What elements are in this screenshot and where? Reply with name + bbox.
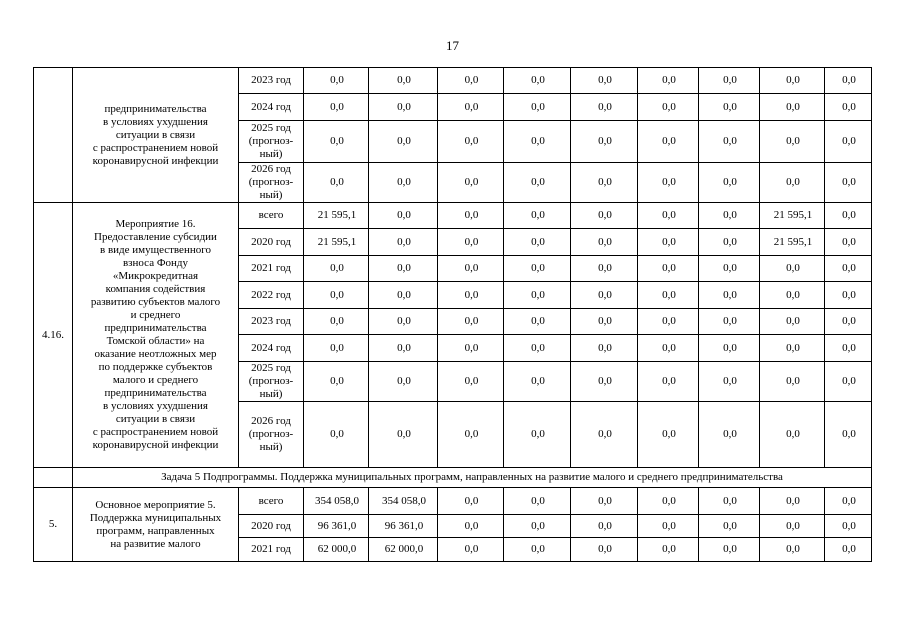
value-cell: 62 000,0	[369, 538, 438, 562]
value-cell: 0,0	[760, 282, 825, 309]
value-cell: 0,0	[304, 402, 369, 468]
value-cell: 0,0	[699, 121, 760, 163]
value-cell: 21 595,1	[304, 203, 369, 229]
description-line: ситуации в связи	[115, 128, 196, 141]
description-line: на развитие малого	[110, 537, 201, 550]
value-cell: 0,0	[699, 538, 760, 562]
value-cell: 0,0	[571, 94, 638, 121]
value-cell: 0,0	[504, 335, 571, 362]
period-text: 2025 год	[251, 362, 291, 374]
value-cell: 0,0	[638, 488, 699, 515]
value-cell: 0,0	[304, 256, 369, 282]
value-cell: 0,0	[571, 515, 638, 538]
value-cell: 0,0	[438, 362, 504, 402]
description-line: в условиях ухудшения	[103, 115, 208, 128]
period-label	[239, 362, 304, 402]
value-cell: 0,0	[571, 362, 638, 402]
period-text: 2023 год	[251, 74, 291, 86]
value-cell: 0,0	[825, 515, 872, 538]
value-cell: 0,0	[699, 488, 760, 515]
description-line: предпринимательства	[104, 102, 207, 115]
period-text: 2022 год	[251, 288, 291, 301]
period-text: 2024 год	[251, 341, 291, 354]
period-label	[239, 203, 304, 229]
description-line: Основное мероприятие 5.	[95, 498, 216, 511]
period-label	[239, 282, 304, 309]
period-label	[239, 309, 304, 335]
description-line: предпринимательства	[104, 322, 207, 334]
description-line: по поддержке субъектов	[98, 361, 213, 373]
value-cell: 0,0	[699, 515, 760, 538]
value-cell: 0,0	[825, 402, 872, 468]
value-cell: 0,0	[760, 488, 825, 515]
value-cell: 0,0	[438, 163, 504, 203]
task-heading: Задача 5 Подпрограммы. Поддержка муниципальных программ, направленных на развитие малого и среднего предпринимательства	[73, 468, 872, 488]
value-cell: 0,0	[504, 229, 571, 256]
value-cell: 0,0	[304, 163, 369, 203]
value-cell: 0,0	[825, 203, 872, 229]
value-cell: 0,0	[825, 94, 872, 121]
description-line: в виде имущественного	[100, 244, 211, 256]
value-cell: 0,0	[369, 282, 438, 309]
period-label	[239, 335, 304, 362]
value-cell: 0,0	[638, 68, 699, 94]
value-cell: 0,0	[504, 538, 571, 562]
value-cell: 0,0	[825, 163, 872, 203]
description-line: компания содействия	[105, 283, 206, 295]
period-text: 2020 год	[251, 235, 291, 248]
value-cell: 0,0	[504, 256, 571, 282]
budget-table	[33, 67, 872, 562]
value-cell: 0,0	[825, 488, 872, 515]
description-line: Мероприятие 16.	[115, 218, 196, 230]
value-cell: 0,0	[638, 256, 699, 282]
period-text: ный)	[259, 388, 283, 400]
value-cell: 21 595,1	[760, 203, 825, 229]
value-cell: 0,0	[638, 203, 699, 229]
description-line: взноса Фонду	[122, 257, 189, 269]
period-text: 2024 год	[251, 100, 291, 113]
value-cell: 21 595,1	[304, 229, 369, 256]
value-cell: 0,0	[571, 121, 638, 163]
value-cell: 0,0	[638, 362, 699, 402]
value-cell: 0,0	[638, 282, 699, 309]
value-cell: 0,0	[760, 121, 825, 163]
value-cell: 0,0	[369, 335, 438, 362]
value-cell: 0,0	[571, 538, 638, 562]
period-label	[239, 256, 304, 282]
value-cell: 0,0	[699, 68, 760, 94]
period-text: 2020 год	[251, 519, 291, 532]
value-cell: 0,0	[438, 488, 504, 515]
value-cell: 0,0	[571, 256, 638, 282]
value-cell: 0,0	[699, 163, 760, 203]
item-index: 5.	[34, 488, 73, 562]
item-description	[73, 68, 239, 203]
value-cell: 0,0	[438, 309, 504, 335]
value-cell: 0,0	[438, 121, 504, 163]
value-cell: 0,0	[304, 309, 369, 335]
period-text: (прогноз-	[248, 176, 294, 188]
value-cell: 0,0	[504, 515, 571, 538]
value-cell: 0,0	[571, 335, 638, 362]
value-cell: 0,0	[760, 335, 825, 362]
table-row	[34, 203, 872, 229]
value-cell: 0,0	[304, 121, 369, 163]
period-text: 2023 год	[251, 315, 291, 327]
description-line: предпринимательства	[104, 387, 207, 399]
value-cell: 0,0	[638, 121, 699, 163]
value-cell: 0,0	[571, 282, 638, 309]
value-cell: 0,0	[504, 362, 571, 402]
value-cell: 0,0	[504, 488, 571, 515]
value-cell: 0,0	[760, 163, 825, 203]
description-line: Предоставление субсидии	[94, 231, 217, 243]
value-cell: 0,0	[304, 282, 369, 309]
value-cell: 0,0	[438, 282, 504, 309]
value-cell: 0,0	[369, 229, 438, 256]
value-cell: 0,0	[369, 68, 438, 94]
value-cell: 0,0	[438, 256, 504, 282]
value-cell: 0,0	[369, 203, 438, 229]
value-cell: 0,0	[825, 256, 872, 282]
value-cell: 0,0	[438, 94, 504, 121]
value-cell: 0,0	[638, 229, 699, 256]
value-cell: 0,0	[825, 309, 872, 335]
value-cell: 0,0	[438, 335, 504, 362]
value-cell: 0,0	[825, 538, 872, 562]
value-cell: 0,0	[699, 256, 760, 282]
value-cell: 0,0	[504, 309, 571, 335]
value-cell: 0,0	[369, 309, 438, 335]
value-cell: 354 058,0	[304, 488, 369, 515]
value-cell: 0,0	[699, 309, 760, 335]
value-cell: 0,0	[504, 121, 571, 163]
item-description	[73, 488, 239, 562]
value-cell: 96 361,0	[304, 515, 369, 538]
value-cell: 0,0	[699, 203, 760, 229]
value-cell: 0,0	[369, 362, 438, 402]
description-line: ситуации в связи	[115, 413, 196, 425]
description-line: развитию субъектов малого	[90, 296, 221, 308]
period-text: 2026 год	[251, 415, 291, 427]
period-label	[239, 94, 304, 121]
period-label	[239, 68, 304, 94]
value-cell: 0,0	[438, 203, 504, 229]
value-cell: 0,0	[638, 335, 699, 362]
item-index	[34, 68, 73, 203]
period-text: 2021 год	[251, 262, 291, 274]
description-line: оказание неотложных мер	[94, 348, 217, 360]
value-cell: 0,0	[825, 68, 872, 94]
value-cell: 0,0	[571, 229, 638, 256]
value-cell: 0,0	[760, 515, 825, 538]
period-label	[239, 538, 304, 562]
value-cell: 0,0	[760, 538, 825, 562]
value-cell: 0,0	[760, 362, 825, 402]
value-cell: 0,0	[504, 402, 571, 468]
value-cell: 0,0	[760, 68, 825, 94]
table-row	[34, 68, 872, 94]
value-cell: 0,0	[438, 402, 504, 468]
value-cell: 0,0	[699, 94, 760, 121]
value-cell: 0,0	[571, 203, 638, 229]
value-cell: 0,0	[504, 282, 571, 309]
value-cell: 0,0	[369, 163, 438, 203]
period-text: 2026 год	[251, 163, 291, 175]
value-cell: 0,0	[369, 402, 438, 468]
value-cell: 0,0	[369, 256, 438, 282]
value-cell: 0,0	[825, 229, 872, 256]
value-cell: 0,0	[638, 163, 699, 203]
description-line: Поддержка муниципальных	[89, 511, 222, 524]
value-cell: 0,0	[571, 402, 638, 468]
task-row	[34, 468, 872, 488]
period-label	[239, 488, 304, 515]
value-cell: 0,0	[304, 68, 369, 94]
value-cell: 0,0	[504, 68, 571, 94]
period-label	[239, 229, 304, 256]
value-cell: 0,0	[504, 94, 571, 121]
value-cell: 0,0	[571, 68, 638, 94]
period-text: ный)	[259, 441, 283, 453]
value-cell: 62 000,0	[304, 538, 369, 562]
page-number: 17	[446, 38, 459, 53]
value-cell: 0,0	[504, 203, 571, 229]
period-text: всего	[258, 209, 284, 221]
period-text: ный)	[259, 148, 283, 160]
value-cell: 21 595,1	[760, 229, 825, 256]
description-line: коронавирусной инфекции	[92, 154, 219, 167]
value-cell: 0,0	[825, 121, 872, 163]
period-text: 2021 год	[251, 543, 291, 555]
value-cell: 0,0	[638, 309, 699, 335]
description-line: с распространением новой	[92, 141, 219, 154]
value-cell: 0,0	[571, 488, 638, 515]
value-cell: 0,0	[699, 229, 760, 256]
value-cell: 0,0	[638, 402, 699, 468]
value-cell: 0,0	[760, 402, 825, 468]
period-label	[239, 163, 304, 203]
value-cell: 0,0	[438, 515, 504, 538]
table-body	[34, 68, 872, 562]
value-cell: 0,0	[760, 94, 825, 121]
description-line: в условиях ухудшения	[103, 400, 208, 412]
value-cell: 0,0	[699, 335, 760, 362]
table-row	[34, 488, 872, 515]
value-cell: 0,0	[571, 163, 638, 203]
value-cell: 96 361,0	[369, 515, 438, 538]
value-cell: 0,0	[638, 94, 699, 121]
period-label	[239, 121, 304, 163]
description-line: программ, направленных	[96, 524, 215, 537]
value-cell: 0,0	[825, 362, 872, 402]
empty-cell	[34, 468, 73, 488]
period-text: ный)	[259, 189, 283, 201]
value-cell: 0,0	[369, 94, 438, 121]
value-cell: 0,0	[304, 335, 369, 362]
description-line: с распространением новой	[92, 426, 219, 438]
value-cell: 0,0	[699, 362, 760, 402]
value-cell: 0,0	[304, 362, 369, 402]
value-cell: 0,0	[825, 335, 872, 362]
value-cell: 0,0	[699, 402, 760, 468]
item-description	[73, 203, 239, 468]
value-cell: 354 058,0	[369, 488, 438, 515]
period-text: 2025 год	[251, 122, 291, 134]
description-line: малого и среднего	[112, 374, 199, 386]
period-label	[239, 515, 304, 538]
description-line: коронавирусной инфекции	[92, 439, 219, 451]
period-text: (прогноз-	[248, 135, 294, 147]
value-cell: 0,0	[760, 256, 825, 282]
description-line: и среднего	[130, 309, 181, 321]
value-cell: 0,0	[304, 94, 369, 121]
value-cell: 0,0	[638, 538, 699, 562]
value-cell: 0,0	[760, 309, 825, 335]
value-cell: 0,0	[369, 121, 438, 163]
value-cell: 0,0	[571, 309, 638, 335]
period-text: (прогноз-	[248, 375, 294, 387]
description-line: «Микрокредитная	[112, 270, 199, 282]
period-text: (прогноз-	[248, 428, 294, 440]
value-cell: 0,0	[699, 282, 760, 309]
value-cell: 0,0	[438, 68, 504, 94]
value-cell: 0,0	[638, 515, 699, 538]
item-index: 4.16.	[34, 203, 73, 468]
period-label	[239, 402, 304, 468]
period-text: всего	[258, 494, 284, 507]
value-cell: 0,0	[438, 229, 504, 256]
value-cell: 0,0	[504, 163, 571, 203]
value-cell: 0,0	[825, 282, 872, 309]
value-cell: 0,0	[438, 538, 504, 562]
description-line: Томской области» на	[106, 335, 205, 347]
